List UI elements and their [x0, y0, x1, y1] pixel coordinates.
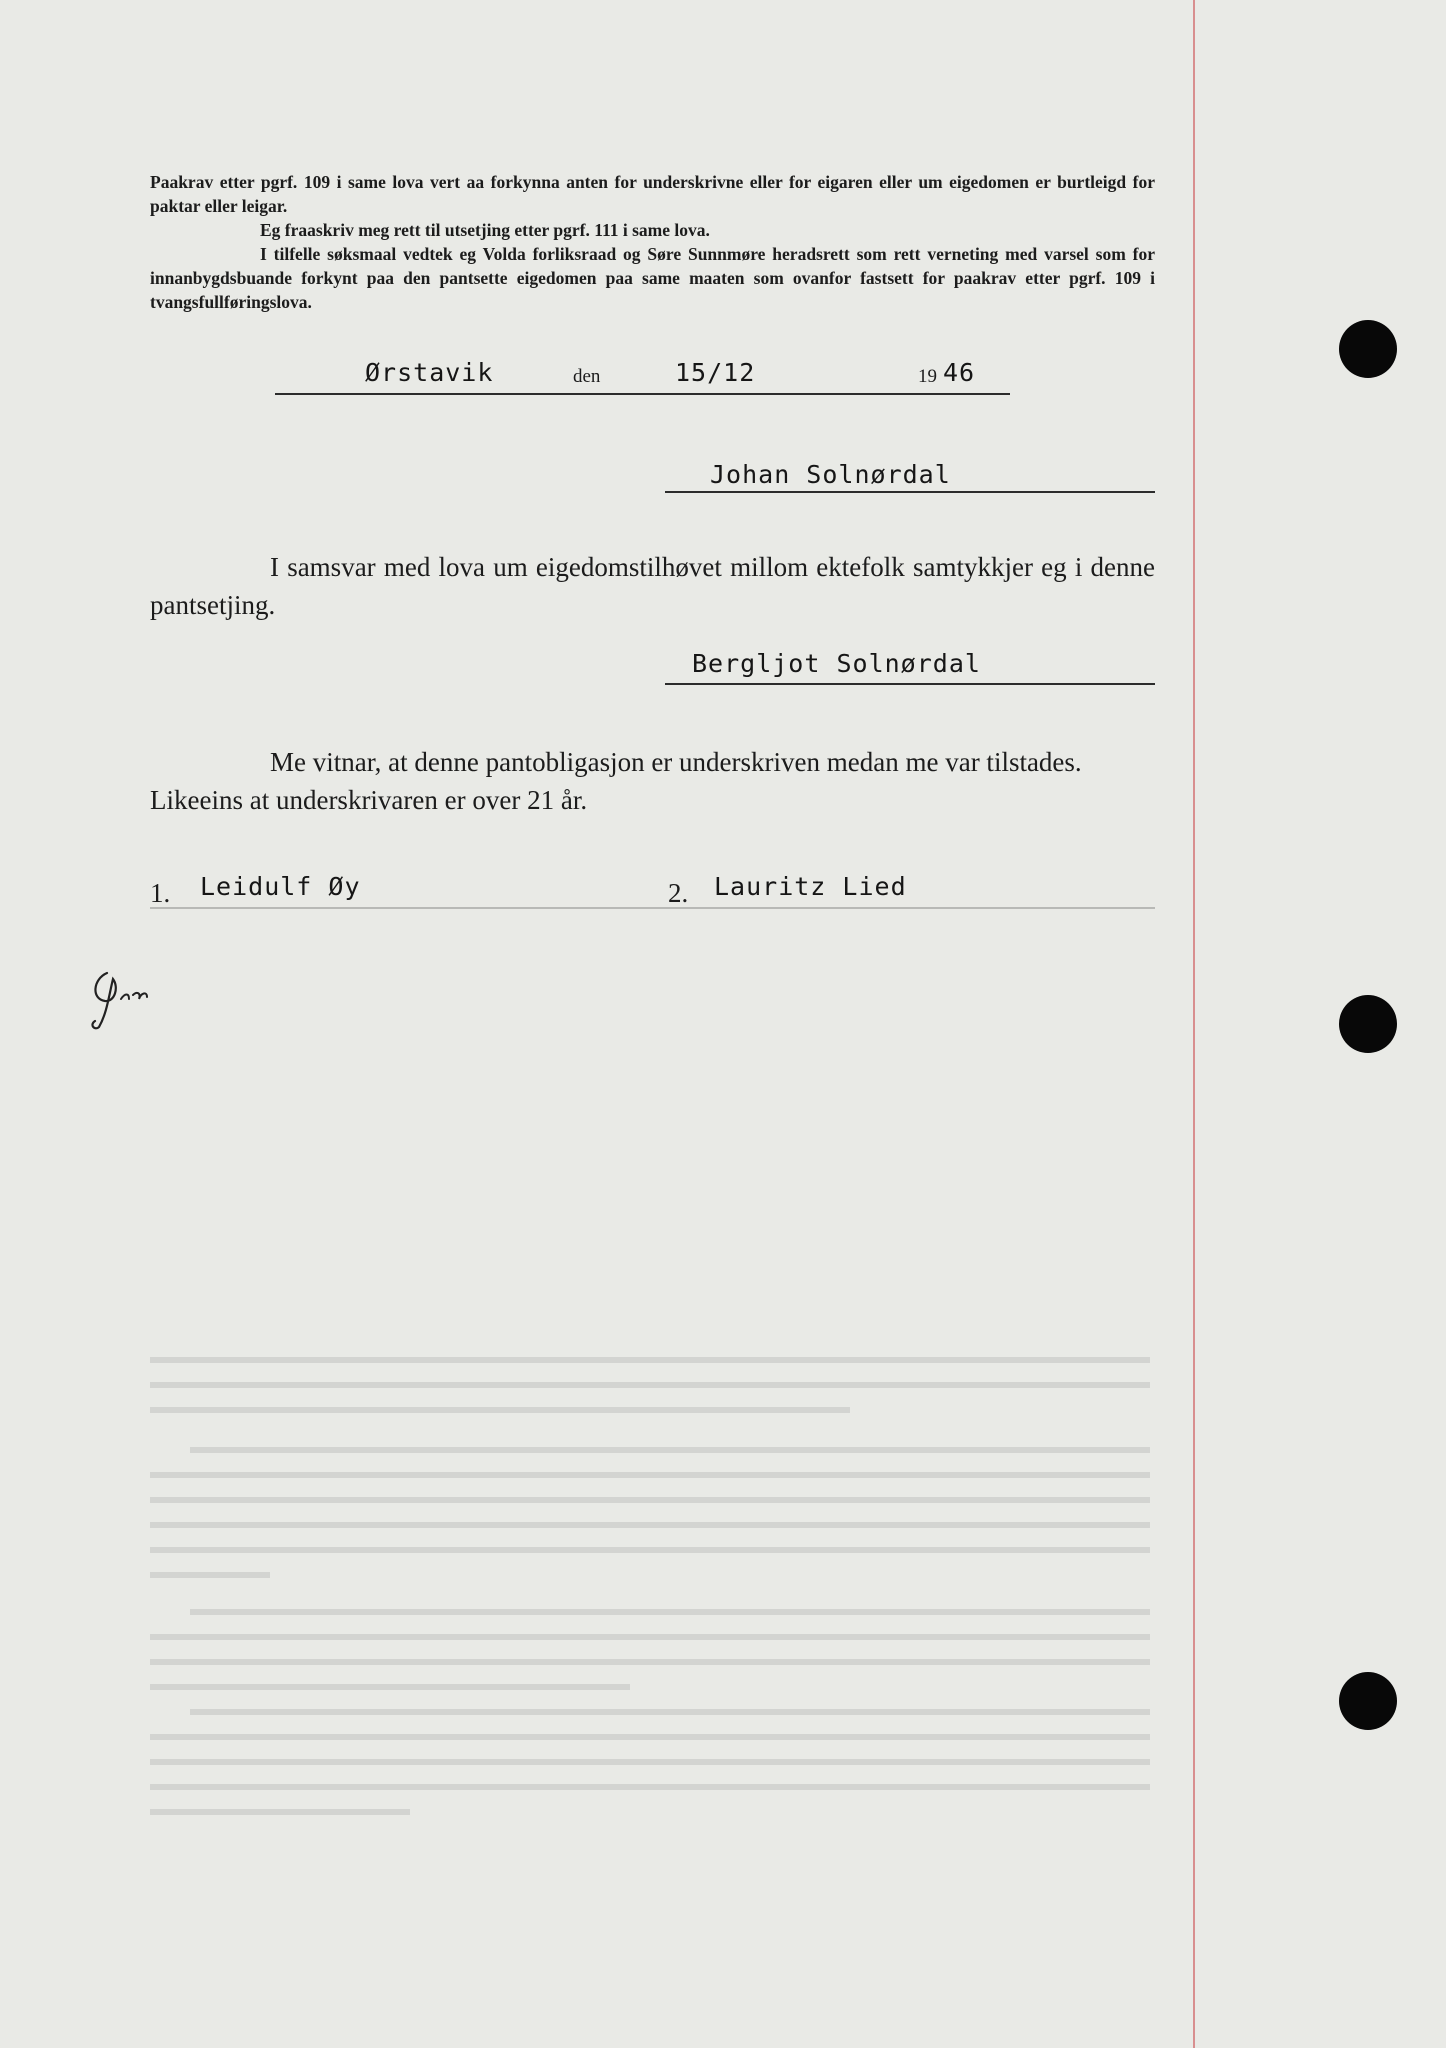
signing-date: 15/12	[675, 358, 756, 387]
witness-line-1: Me vitnar, at denne pantobligasjon er underskriven medan me var tilstades.	[270, 747, 1082, 777]
margin-line	[1193, 0, 1195, 2048]
bleed-through-lines	[150, 1350, 1155, 1830]
punch-hole-bottom	[1339, 1672, 1397, 1730]
punch-hole-top	[1339, 320, 1397, 378]
signing-place: Ørstavik	[365, 358, 494, 387]
consent-paragraph: I samsvar med lova um eigedomstilhøvet millom ektefolk samtykkjer eg i denne pantsetjing.	[150, 552, 1155, 620]
witness-text	[150, 743, 1155, 819]
handwritten-initials	[85, 965, 165, 1035]
date-rule	[275, 393, 1010, 395]
clause-paakrav: Paakrav etter pgrf. 109 i same lova vert aa forkynna anten for underskrivne eller for eigaren eller um eigedomen er burtleigd for paktar eller leigar.	[150, 172, 1155, 216]
signature-spouse-rule	[665, 683, 1155, 685]
consent-text	[150, 548, 1155, 624]
witness-1-number: 1.	[150, 878, 171, 908]
year-prefix: 19	[918, 366, 937, 387]
year-suffix: 46	[943, 358, 976, 387]
clause-block	[150, 170, 1155, 314]
den-label: den	[573, 366, 601, 387]
witness-rule	[150, 907, 1155, 909]
punch-hole-middle	[1339, 995, 1397, 1053]
witness-1-name: Leidulf Øy	[200, 872, 361, 901]
clause-soksmaal: I tilfelle søksmaal vedtek eg Volda forliksraad og Søre Sunnmøre heradsrett som rett verneting med varsel som for innanbygdsbuande forkynt paa den pantsette eigedomen paa same maaten som ovanfor fastsett for paakrav etter pgrf. 109 i tvangsfullføringslova.	[150, 244, 1155, 312]
witness-2-name: Lauritz Lied	[714, 872, 907, 901]
witness-2-number: 2.	[668, 878, 689, 908]
signature-owner-rule	[665, 491, 1155, 493]
bleed-through-text	[150, 1350, 1155, 1830]
clause-utsetjing: Eg fraaskriv meg rett til utsetjing etter pgrf. 111 i same lova.	[260, 220, 710, 240]
signature-spouse: Bergljot Solnørdal	[692, 649, 981, 678]
witness-line-2: Likeeins at underskrivaren er over 21 år.	[150, 785, 588, 815]
signature-owner: Johan Solnørdal	[710, 460, 951, 489]
